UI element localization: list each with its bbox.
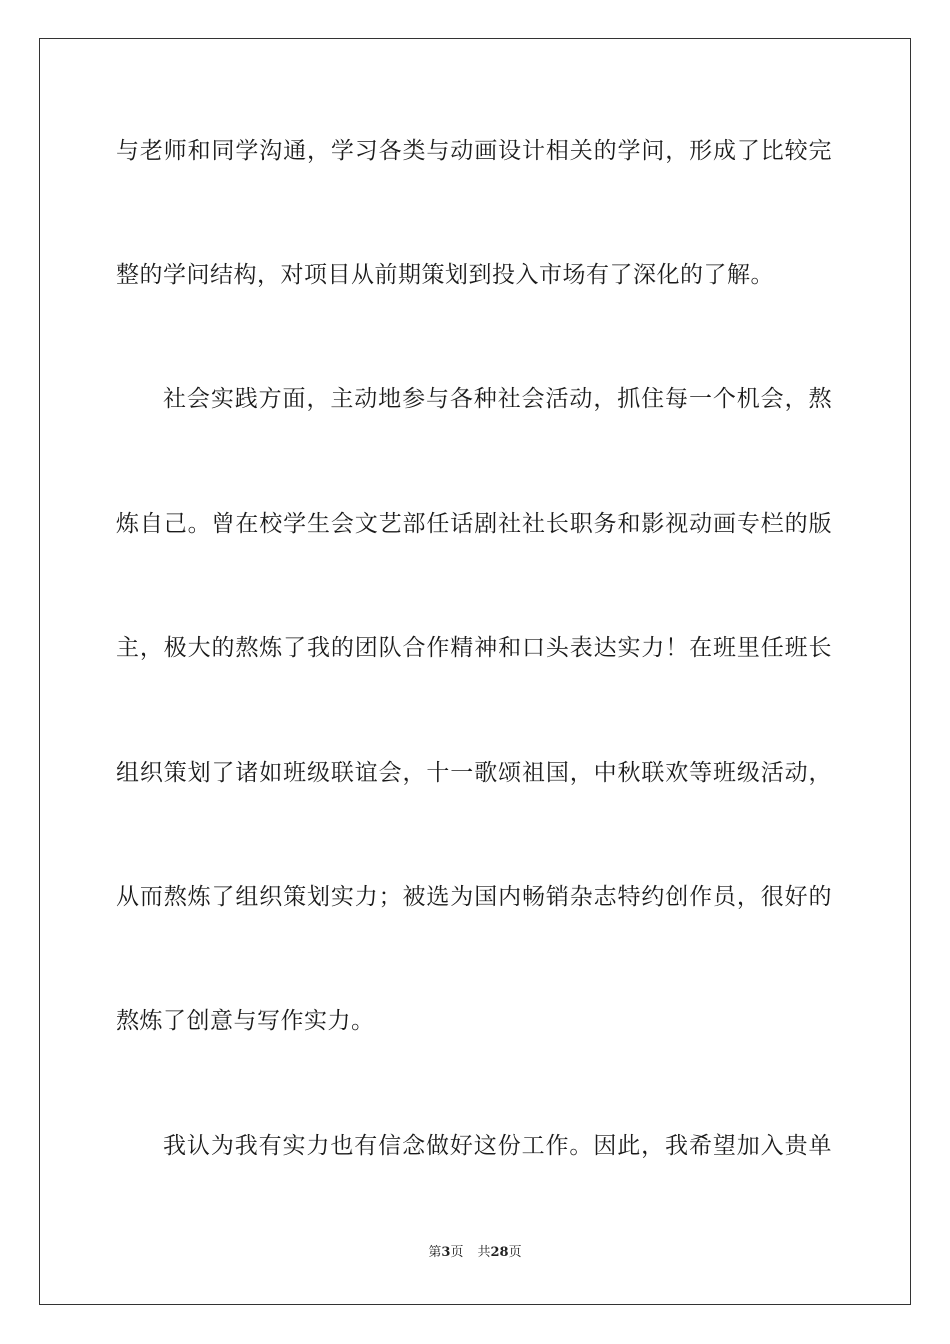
footer-page-number: 3 — [441, 1245, 451, 1260]
body-line-8: 熬炼了创意与写作实力。 — [116, 1008, 375, 1034]
body-line-4: 炼自己。曾在校学生会文艺部任话剧社社长职务和影视动画专栏的版 — [116, 511, 832, 537]
footer-page-suffix: 页 — [450, 1245, 464, 1260]
footer-page-prefix: 第 — [428, 1245, 442, 1260]
body-line-9: 我认为我有实力也有信念做好这份工作。因此，我希望加入贵单 — [163, 1133, 832, 1159]
footer-total-pages: 28 — [490, 1245, 509, 1260]
footer-total-prefix: 共 — [477, 1245, 491, 1260]
footer-total-suffix: 页 — [508, 1245, 522, 1260]
body-line-5: 主，极大的熬炼了我的团队合作精神和口头表达实力！在班里任班长 — [116, 635, 832, 661]
body-line-3: 社会实践方面，主动地参与各种社会活动，抓住每一个机会，熬 — [163, 386, 832, 412]
body-line-1: 与老师和同学沟通，学习各类与动画设计相关的学问，形成了比较完 — [116, 138, 832, 164]
body-line-7: 从而熬炼了组织策划实力；被选为国内畅销杂志特约创作员，很好的 — [116, 884, 832, 910]
page-footer — [0, 1244, 950, 1262]
body-line-2: 整的学问结构，对项目从前期策划到投入市场有了深化的了解。 — [116, 262, 774, 288]
body-line-6: 组织策划了诸如班级联谊会，十一歌颂祖国，中秋联欢等班级活动， — [116, 760, 832, 786]
page-border — [39, 38, 911, 1305]
